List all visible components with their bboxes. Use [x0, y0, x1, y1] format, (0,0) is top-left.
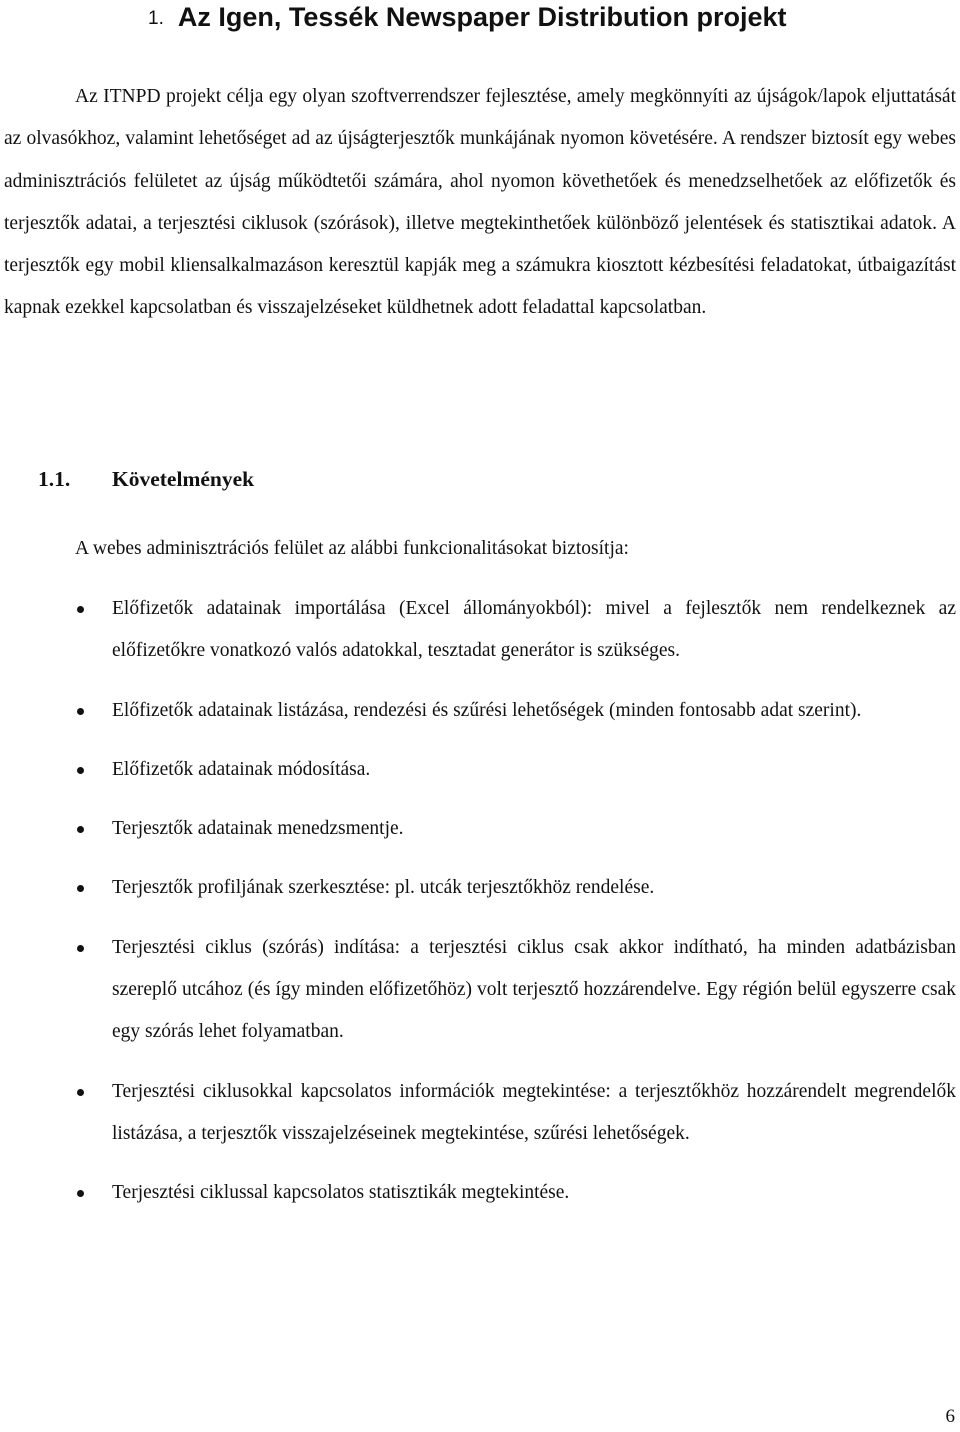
bullet-icon	[77, 708, 84, 715]
chapter-number: 1.	[148, 8, 164, 29]
intro-paragraph	[4, 76, 956, 330]
section-heading	[38, 463, 254, 495]
chapter-title: Az Igen, Tessék Newspaper Distribution projekt	[177, 2, 787, 32]
intro-paragraph-text: Az ITNPD projekt célja egy olyan szoftverrendszer fejlesztése, amely megkönnyíti az újságok/lapok eljuttatását az olvasókhoz, valamint lehetőséget ad az újságterjesztők munkájának nyomon követésére. A rendszer biztosít egy webes adminisztrációs felületet az újság működtetői számára, ahol nyomon követhetőek és menedzselhetőek az előfizetők és terjesztők adatai, a terjesztési ciklusok (szórások), illetve megtekinthetőek különböző jelentések és statisztikai adatok. A terjesztők egy mobil kliensalkalmazáson keresztül kapják meg a számukra kiosztott kézbesítési feladatokat, útbaigazítást kapnak ezekkel kapcsolatban és visszajelzéseket küldhetnek adott feladattal kapcsolatban.	[4, 86, 956, 319]
section-title: Követelmények	[112, 467, 255, 491]
bullet-icon	[77, 885, 84, 892]
list-item-text: Előfizetők adatainak listázása, rendezési és szűrési lehetőségek (minden fontosabb adat szerint).	[112, 699, 862, 721]
requirements-list	[0, 588, 960, 1232]
list-item-text: Terjesztők adatainak menedzsmentje.	[112, 818, 404, 840]
list-item	[0, 808, 960, 850]
bullet-icon	[77, 1089, 84, 1096]
list-item	[0, 867, 960, 909]
list-item-text: Terjesztési ciklusokkal kapcsolatos információk megtekintése: a terjesztőkhöz hozzárendelt megrendelők listázása, a terjesztők visszajelzéseinek megtekintése, szűrési lehetőségek.	[112, 1080, 956, 1144]
list-item	[0, 1071, 960, 1156]
list-item-text: Előfizetők adatainak módosítása.	[112, 758, 371, 780]
list-item	[0, 927, 960, 1054]
list-item-text: Előfizetők adatainak importálása (Excel állományokból): mivel a fejlesztők nem rendelkeznek az előfizetőkre vonatkozó valós adatokkal, tesztadat generátor is szükséges.	[112, 598, 956, 662]
list-item	[0, 1172, 960, 1214]
requirements-lead: A webes adminisztrációs felület az alábbi funkcionalitásokat biztosítja:	[75, 538, 629, 559]
bullet-icon	[77, 1190, 84, 1197]
list-item	[0, 749, 960, 791]
list-item	[0, 588, 960, 673]
bullet-icon	[77, 606, 84, 613]
list-item-text: Terjesztési ciklus (szórás) indítása: a terjesztési ciklus csak akkor indítható, ha minden adatbázisban szereplő utcához (és így minden előfizetőhöz) volt terjesztő hozzárendelve. Egy régión belül egyszerre csak egy szórás lehet folyamatban.	[112, 936, 956, 1043]
bullet-icon	[77, 826, 84, 833]
bullet-icon	[77, 767, 84, 774]
list-item-text: Terjesztési ciklussal kapcsolatos statisztikák megtekintése.	[112, 1182, 570, 1204]
chapter-heading	[148, 0, 787, 34]
list-item	[0, 690, 960, 732]
page-number: 6	[945, 1406, 955, 1427]
list-item-text: Terjesztők profiljának szerkesztése: pl. utcák terjesztőkhöz rendelése.	[112, 877, 655, 899]
bullet-icon	[77, 945, 84, 952]
section-number: 1.1.	[38, 467, 71, 491]
